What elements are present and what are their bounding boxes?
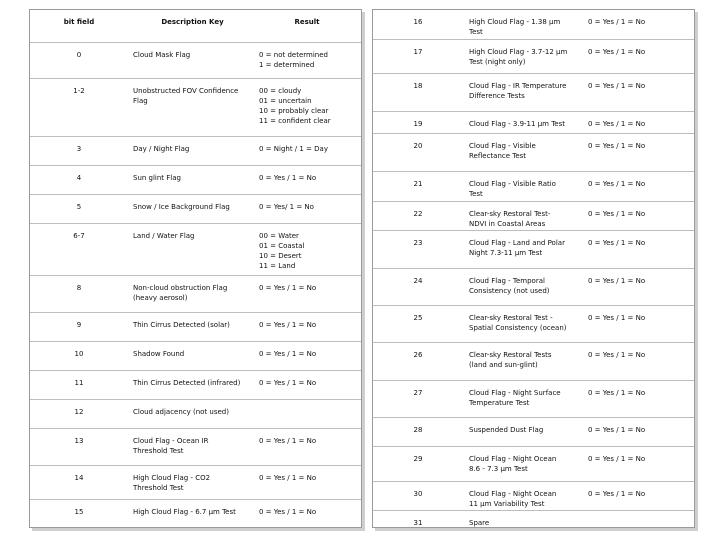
table-row (30, 79, 361, 137)
bit-field-cell: 10 (74, 350, 84, 358)
table-row (30, 137, 361, 166)
description-cell: Snow / Ice Background Flag (133, 203, 230, 211)
result-cell: 0 = Yes / 1 = No (259, 321, 317, 329)
result-cell: 00 = Water 01 = Coastal 10 = Desert 11 = Land (259, 232, 305, 270)
table-row (30, 224, 361, 276)
table-row (373, 172, 694, 202)
table-row (373, 343, 694, 381)
result-cell: 0 = Yes / 1 = No (588, 48, 646, 56)
result-cell: 0 = Yes / 1 = No (588, 120, 646, 128)
description-cell: Cloud Flag - Land and Polar Night 7.3-11 µm Test (469, 239, 565, 257)
description-cell: Cloud Flag - Night Ocean 8.6 - 7.3 µm Test (469, 455, 557, 473)
description-cell: Cloud Flag - Ocean IR Threshold Test (133, 437, 209, 455)
description-cell: Thin Cirrus Detected (infrared) (133, 379, 241, 387)
description-cell: Thin Cirrus Detected (solar) (133, 321, 230, 329)
table-row (373, 112, 694, 134)
result-cell: 0 = Yes/ 1 = No (259, 203, 314, 211)
description-cell: Spare (469, 519, 490, 527)
description-cell: Unobstructed FOV Confidence Flag (133, 87, 239, 105)
result-cell: 0 = Yes / 1 = No (588, 389, 646, 397)
table-row (373, 10, 694, 40)
bit-field-cell: 24 (413, 277, 423, 285)
bit-field-cell: 6-7 (73, 232, 85, 240)
result-cell: 0 = not determined 1 = determined (259, 51, 328, 69)
result-cell: 0 = Yes / 1 = No (588, 277, 646, 285)
table-row (30, 466, 361, 500)
description-cell: Cloud Flag - Night Ocean 11 µm Variability Test (469, 490, 557, 508)
table-row (373, 269, 694, 306)
table-row (373, 447, 694, 482)
result-header: Result (294, 18, 320, 26)
bit-field-cell: 23 (413, 239, 423, 247)
description-cell: Clear-sky Restoral Test- NDVI in Coastal Areas (469, 210, 551, 228)
result-cell: 0 = Yes / 1 = No (588, 180, 646, 188)
result-cell: 0 = Yes / 1 = No (588, 82, 646, 90)
result-cell: 0 = Yes / 1 = No (588, 455, 646, 463)
table-row (373, 202, 694, 231)
bit-field-cell: 21 (413, 180, 423, 188)
description-cell: Clear-sky Restoral Tests (land and sun-glint) (469, 351, 552, 369)
description-cell: Cloud Flag - Night Surface Temperature Test (469, 389, 561, 407)
result-cell: 0 = Yes / 1 = No (588, 18, 646, 26)
result-cell: 0 = Night / 1 = Day (259, 145, 328, 153)
table-row (30, 43, 361, 79)
table-row (30, 166, 361, 195)
bit-field-cell: 27 (413, 389, 423, 397)
table-row (373, 482, 694, 511)
bit-field-cell: 19 (413, 120, 423, 128)
table-row (30, 313, 361, 342)
description-cell: Cloud Flag - IR Temperature Difference Tests (469, 82, 567, 100)
description-cell: Cloud Mask Flag (133, 51, 191, 59)
table-row (373, 511, 694, 528)
bit-field-cell: 31 (413, 519, 423, 527)
bit-field-cell: 8 (76, 284, 82, 292)
description-cell: Day / Night Flag (133, 145, 190, 153)
table-row (373, 40, 694, 74)
bit-field-cell: 30 (413, 490, 423, 498)
result-cell: 0 = Yes / 1 = No (259, 379, 317, 387)
bit-field-cell: 9 (76, 321, 82, 329)
result-cell: 0 = Yes / 1 = No (259, 508, 317, 516)
result-cell: 0 = Yes / 1 = No (588, 426, 646, 434)
bit-field-cell: 4 (76, 174, 82, 182)
bit-table-left-panel (29, 9, 362, 528)
description-cell: High Cloud Flag - 3.7-12 µm Test (night only) (469, 48, 568, 66)
table-row (373, 381, 694, 418)
table-row (30, 342, 361, 371)
result-cell: 0 = Yes / 1 = No (588, 490, 646, 498)
table-row (373, 306, 694, 343)
description-cell: Land / Water Flag (133, 232, 195, 240)
bit-field-cell: 14 (74, 474, 84, 482)
table-row (30, 500, 361, 528)
bit-field-header: bit field (63, 18, 95, 26)
bit-field-cell: 5 (76, 203, 82, 211)
table-row (30, 371, 361, 400)
bit-field-cell: 25 (413, 314, 423, 322)
table-row (373, 134, 694, 172)
description-header: Description Key (161, 18, 224, 26)
result-cell: 0 = Yes / 1 = No (259, 350, 317, 358)
bit-field-cell: 29 (413, 455, 423, 463)
bit-field-cell: 20 (413, 142, 423, 150)
bit-field-cell: 28 (413, 426, 423, 434)
table-header (30, 10, 361, 43)
description-cell: High Cloud Flag - 1.38 µm Test (469, 18, 561, 36)
description-cell: High Cloud Flag - CO2 Threshold Test (133, 474, 211, 492)
result-cell: 0 = Yes / 1 = No (588, 239, 646, 247)
table-row (373, 231, 694, 269)
description-cell: Shadow Found (133, 350, 185, 358)
result-cell: 00 = cloudy 01 = uncertain 10 = probably clear 11 = confident clear (259, 87, 331, 125)
bit-field-cell: 0 (76, 51, 82, 59)
bit-field-cell: 13 (74, 437, 84, 445)
result-cell: 0 = Yes / 1 = No (259, 474, 317, 482)
bit-field-cell: 22 (413, 210, 423, 218)
result-cell: 0 = Yes / 1 = No (588, 210, 646, 218)
result-cell: 0 = Yes / 1 = No (259, 437, 317, 445)
bit-field-cell: 11 (74, 379, 84, 387)
description-cell: Suspended Dust Flag (469, 426, 544, 434)
description-cell: High Cloud Flag - 6.7 µm Test (133, 508, 236, 516)
table-row (373, 74, 694, 112)
bit-field-cell: 15 (74, 508, 84, 516)
description-cell: Non-cloud obstruction Flag (heavy aerosol) (133, 284, 228, 302)
table-row (30, 429, 361, 466)
result-cell: 0 = Yes / 1 = No (259, 174, 317, 182)
bit-field-cell: 3 (76, 145, 82, 153)
description-cell: Clear-sky Restoral Test - Spatial Consistency (ocean) (469, 314, 567, 332)
description-cell: Cloud Flag - Visible Reflectance Test (469, 142, 536, 160)
result-cell: 0 = Yes / 1 = No (259, 284, 317, 292)
result-cell: 0 = Yes / 1 = No (588, 314, 646, 322)
table-row (30, 276, 361, 313)
description-cell: Cloud adjacency (not used) (133, 408, 229, 416)
description-cell: Cloud Flag - Temporal Consistency (not used) (469, 277, 550, 295)
bit-field-cell: 1-2 (73, 87, 85, 95)
description-cell: Sun glint Flag (133, 174, 181, 182)
result-cell: 0 = Yes / 1 = No (588, 351, 646, 359)
table-row (30, 195, 361, 224)
table-row (30, 400, 361, 429)
result-cell: 0 = Yes / 1 = No (588, 142, 646, 150)
description-cell: Cloud Flag - Visible Ratio Test (469, 180, 556, 198)
description-cell: Cloud Flag - 3.9-11 µm Test (469, 120, 565, 128)
bit-field-cell: 17 (413, 48, 423, 56)
bit-field-cell: 16 (413, 18, 423, 26)
table-row (373, 418, 694, 447)
bit-field-cell: 12 (74, 408, 84, 416)
bit-field-cell: 26 (413, 351, 423, 359)
bit-table-right-panel (372, 9, 695, 528)
bit-field-cell: 18 (413, 82, 423, 90)
